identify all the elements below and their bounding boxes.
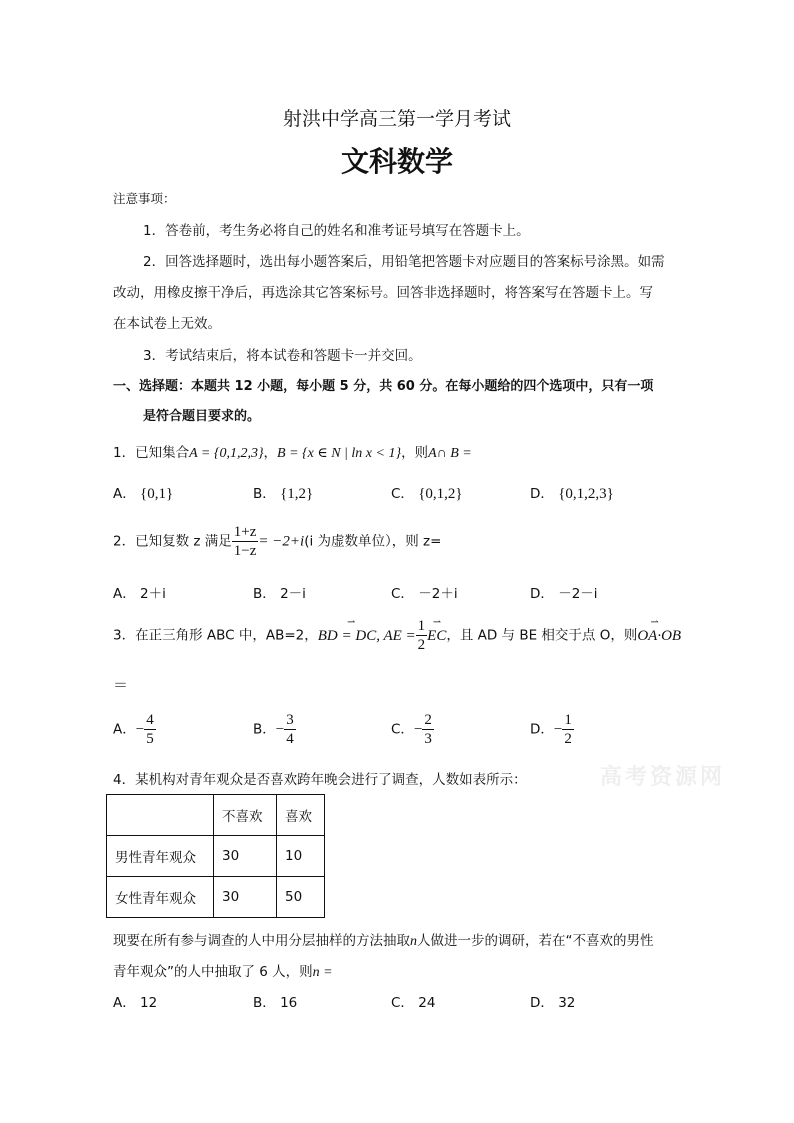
table-cell: 10 xyxy=(277,836,325,877)
survey-table xyxy=(106,794,325,918)
table-cell: 女性青年观众 xyxy=(107,877,214,918)
notice-item-3: 3．考试结束后，将本试卷和答题卡一并交回。 xyxy=(143,348,422,364)
q1-option-b-text: {1,2} xyxy=(280,486,314,502)
question-4-follow-line-1 xyxy=(113,929,654,950)
q2-option-a[interactable] xyxy=(113,582,166,602)
q1-option-c-letter: C． xyxy=(391,486,414,502)
exam-title: 射洪中学高三第一学月考试 xyxy=(282,108,511,130)
q3-mid: ，且 AD 与 BE 相交于点 O，则 xyxy=(446,627,638,644)
table-cell: 50 xyxy=(277,877,325,918)
q3-half-num: 1 xyxy=(417,618,426,634)
table-header-cell: 不喜欢 xyxy=(214,795,277,836)
q1-set-a: A = {0,1,2,3} xyxy=(189,446,264,461)
q3-option-d[interactable] xyxy=(530,711,574,748)
q2-option-b-text: 2－i xyxy=(280,586,306,602)
q4-option-a[interactable] xyxy=(113,991,157,1011)
q4-follow-2a: 青年观众”的人中抽取了 6 人，则 xyxy=(113,964,313,980)
q3-ask: ⇀ OA·OB xyxy=(637,626,681,646)
q3-option-a-fraction xyxy=(144,711,156,748)
section-heading-line-2: 是符合题目要求的。 xyxy=(143,409,261,424)
q1-option-a[interactable] xyxy=(113,482,173,503)
q1-option-a-letter: A． xyxy=(113,486,136,502)
q4-follow-2b: n = xyxy=(312,965,333,980)
q2-frac-den: 1−z xyxy=(233,543,257,559)
q3-option-b-fraction xyxy=(284,711,296,748)
q3-equals: ＝ xyxy=(113,676,129,694)
q1-option-a-text: {0,1} xyxy=(140,486,174,502)
subject-title: 文科数学 xyxy=(340,145,453,178)
q3-option-c-sign: − xyxy=(413,721,423,738)
q3-prefix: 3．在正三角形 ABC 中，AB=2， xyxy=(113,627,318,644)
q3-option-d-den: 2 xyxy=(564,731,572,747)
notice-item-2-line-2: 改动，用橡皮擦干净后，再选涂其它答案标号。回答非选择题时，将答案写在答题卡上。写 xyxy=(113,285,653,301)
q4-option-b-letter: B． xyxy=(253,995,276,1011)
q2-option-b[interactable] xyxy=(253,582,306,602)
q4-option-d-text: 32 xyxy=(558,995,576,1011)
q3-option-c[interactable] xyxy=(391,711,434,748)
q3-option-c-fraction xyxy=(422,711,434,748)
q3-option-d-sign: − xyxy=(553,721,563,738)
q3-option-b-letter: B． xyxy=(253,721,276,738)
table-cell: 30 xyxy=(214,836,277,877)
q3-option-c-den: 3 xyxy=(424,731,432,747)
q2-option-d[interactable] xyxy=(530,582,598,602)
q3-option-d-num: 1 xyxy=(564,712,572,728)
q1-ask: A∩ B = xyxy=(428,446,472,461)
q2-option-d-letter: D． xyxy=(530,586,554,602)
q1-suffix: ，则 xyxy=(401,445,429,461)
table-row xyxy=(107,836,325,877)
q3-option-b-den: 4 xyxy=(286,731,294,747)
q3-option-b-sign: − xyxy=(275,721,285,738)
q4-option-c[interactable] xyxy=(391,991,435,1011)
q4-follow-1a: 现要在所有参与调查的人中用分层抽样的方法抽取 xyxy=(113,933,410,949)
q3-cond-2: ⇀ EC xyxy=(427,626,446,646)
table-header-cell xyxy=(107,795,214,836)
q3-half-fraction xyxy=(416,617,428,654)
q4-option-b[interactable] xyxy=(253,991,297,1011)
q3-option-c-num: 2 xyxy=(424,712,432,728)
table-header-cell: 喜欢 xyxy=(277,795,325,836)
q4-option-a-letter: A． xyxy=(113,995,136,1011)
q4-option-b-text: 16 xyxy=(280,995,298,1011)
q2-frac-num: 1+z xyxy=(233,524,257,540)
q1-option-d-letter: D． xyxy=(530,486,554,502)
q2-option-b-letter: B． xyxy=(253,586,276,602)
notice-item-2-line-1: 2．回答选择题时，选出每小题答案后，用铅笔把答题卡对应题目的答案标号涂黑。如需 xyxy=(143,254,665,270)
q3-option-a-letter: A． xyxy=(113,721,136,738)
q2-option-d-text: －2－i xyxy=(558,586,598,602)
q1-option-c-text: {0,1,2} xyxy=(418,486,463,502)
q2-option-c-letter: C． xyxy=(391,586,414,602)
question-4-follow-line-2 xyxy=(113,960,333,981)
q2-suffix: ，则 z= xyxy=(391,533,442,550)
q1-option-c[interactable] xyxy=(391,482,463,503)
q4-option-c-letter: C． xyxy=(391,995,414,1011)
table-header-row xyxy=(107,795,325,836)
q1-option-d-text: {0,1,2,3} xyxy=(558,486,614,502)
q2-option-a-letter: A． xyxy=(113,586,136,602)
q4-follow-1b: 人做进一步的调研，若在“不喜欢的男性 xyxy=(417,933,654,949)
notice-heading: 注意事项： xyxy=(113,191,176,206)
table-cell: 男性青年观众 xyxy=(107,836,214,877)
q3-option-a-num: 4 xyxy=(146,712,154,728)
q4-option-d[interactable] xyxy=(530,991,575,1011)
q4-option-a-text: 12 xyxy=(140,995,158,1011)
q3-cond-1: ⇀ BD = DC, AE = xyxy=(318,626,416,646)
q4-option-d-letter: D． xyxy=(530,995,554,1011)
q1-sep: ， xyxy=(263,445,278,461)
q3-option-a-den: 5 xyxy=(146,731,154,747)
q2-rhs: = −2+i xyxy=(258,533,305,550)
q3-option-b[interactable] xyxy=(253,711,296,748)
q3-half-den: 2 xyxy=(417,637,426,653)
q3-option-a[interactable] xyxy=(113,711,156,748)
q1-option-b[interactable] xyxy=(253,482,313,503)
table-cell: 30 xyxy=(214,877,277,918)
q2-option-a-text: 2＋i xyxy=(140,586,166,602)
q2-note: (i 为虚数单位） xyxy=(304,533,392,550)
question-3-stem xyxy=(113,617,681,654)
q1-option-b-letter: B． xyxy=(253,486,276,502)
q3-option-d-letter: D． xyxy=(530,721,554,738)
q2-fraction xyxy=(232,523,259,560)
question-4-stem: 4．某机构对青年观众是否喜欢跨年晚会进行了调查，人数如表所示： xyxy=(113,772,527,788)
q2-option-c-text: －2＋i xyxy=(418,586,458,602)
q3-option-b-num: 3 xyxy=(286,712,294,728)
q3-option-c-letter: C． xyxy=(391,721,414,738)
q1-option-d[interactable] xyxy=(530,482,614,503)
q2-prefix: 2．已知复数 z 满足 xyxy=(113,533,232,550)
q3-option-d-fraction xyxy=(562,711,574,748)
watermark: 高考资源网 xyxy=(600,765,726,790)
q1-set-b: B = {x ∈ N | ln x < 1} xyxy=(277,446,402,461)
question-2-stem xyxy=(113,523,441,560)
q3-option-a-sign: − xyxy=(135,721,145,738)
notice-item-1: 1．答卷前，考生务必将自己的姓名和准考证号填写在答题卡上。 xyxy=(143,223,530,239)
table-row xyxy=(107,877,325,918)
section-heading-line-1: 一、选择题：本题共 12 小题，每小题 5 分，共 60 分。在每小题给的四个选项中，只有一项 xyxy=(113,379,654,394)
q4-option-c-text: 24 xyxy=(418,995,436,1011)
question-1-stem xyxy=(113,441,472,462)
notice-item-2-line-3: 在本试卷上无效。 xyxy=(113,316,221,332)
q4-follow-var: n xyxy=(410,934,417,949)
q2-option-c[interactable] xyxy=(391,582,458,602)
q1-prefix: 1．已知集合 xyxy=(113,445,190,461)
